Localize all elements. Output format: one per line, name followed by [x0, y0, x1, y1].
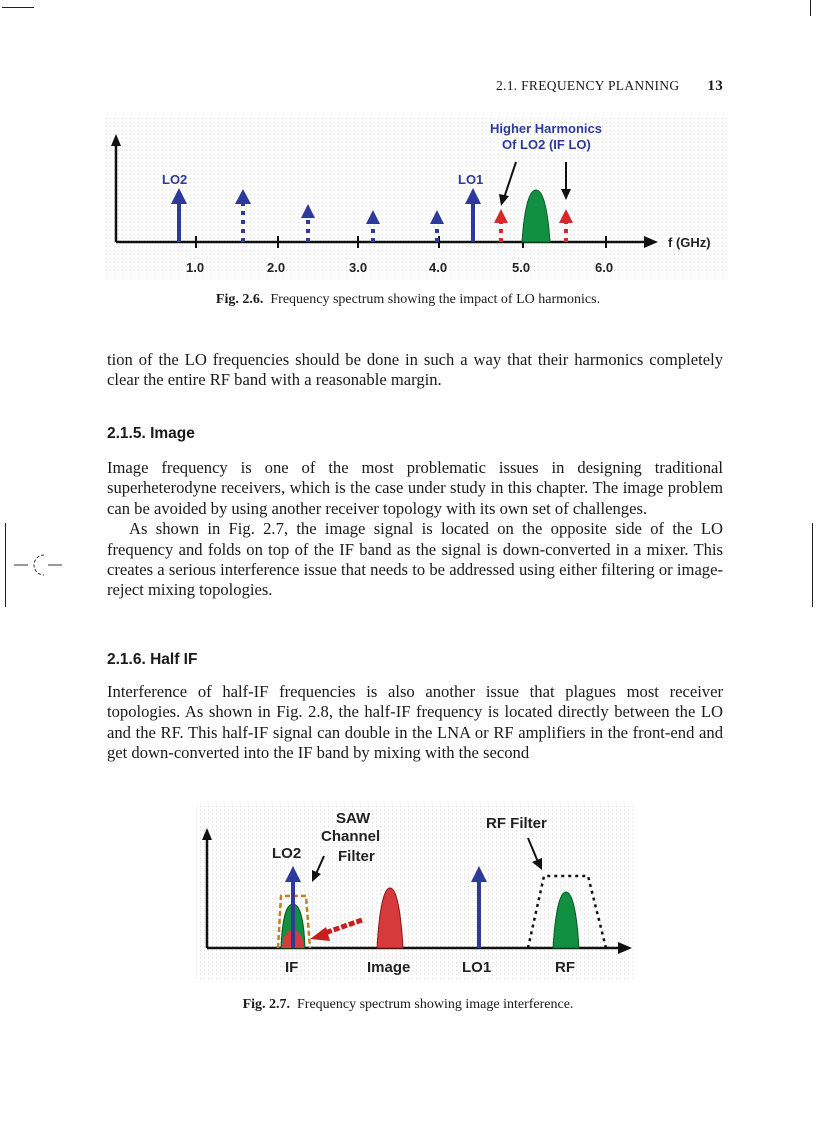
annotation-line1: Higher Harmonics [490, 121, 602, 136]
crop-mark-top-right [810, 0, 811, 16]
x-axis-label: f (GHz) [668, 235, 711, 250]
tick-label: 5.0 [512, 260, 531, 275]
section-title: 2.1. FREQUENCY PLANNING [495, 78, 680, 93]
page-number: 13 [707, 78, 723, 94]
paragraph: tion of the LO frequencies should be done in such a way that their harmonics completely clear the entire RF band with a reasonable margin. [107, 350, 723, 390]
figure-2-7-caption [0, 997, 816, 1013]
lo1-label: LO1 [458, 172, 484, 187]
figure-background [106, 118, 728, 278]
annotation-line2: Of LO2 (IF LO) [502, 137, 591, 152]
tick-label: 4.0 [429, 260, 448, 275]
section-heading: 2.1.6. Half IF [107, 651, 198, 668]
paragraph: Interference of half-IF frequencies is also another issue that plagues most receiver topologies. As shown in Fig. 2.8, the half-IF frequency is located directly between the LO and the RF. This half-IF signal can double in the LNA or RF amplifiers in the front-end and get down-converted into the IF band by mixing with the second [107, 682, 723, 763]
crop-mark-left [5, 523, 6, 607]
x-label-if: IF [285, 959, 299, 976]
paragraph: As shown in Fig. 2.7, the image signal is located on the opposite side of the LO frequency and folds on top of the IF band as the signal is down-converted in a mixer. This creates a serious interference issue that needs to be addressed using either filtering or image-reject mixing topologies. [107, 519, 723, 600]
x-label-lo1: LO1 [462, 959, 492, 976]
lo2-label: LO2 [162, 172, 188, 187]
x-label-rf: RF [555, 959, 575, 976]
x-label-image: Image [367, 959, 411, 976]
tick-label: 3.0 [349, 260, 368, 275]
saw-label-line1: SAW [336, 810, 371, 827]
section-heading: 2.1.5. Image [107, 425, 195, 442]
figure-2-6 [106, 118, 728, 280]
caption-label: Fig. 2.7. [242, 997, 291, 1012]
running-header [0, 78, 723, 95]
tick-label: 6.0 [595, 260, 614, 275]
lo2-label: LO2 [272, 845, 302, 862]
section-2-1-5-body [107, 458, 723, 601]
tick-label: 1.0 [186, 260, 205, 275]
registration-mark [14, 550, 64, 580]
crop-mark-right [812, 523, 813, 607]
tick-label: 2.0 [267, 260, 286, 275]
figure-2-6-caption [0, 292, 816, 308]
saw-label-line2: Channel [321, 828, 381, 845]
section-2-1-6-body [107, 682, 723, 764]
saw-label-line3: Filter [338, 848, 375, 865]
caption-label: Fig. 2.6. [215, 292, 264, 307]
crop-mark-top-left [2, 7, 34, 8]
figure-2-7 [196, 806, 636, 982]
caption-text: Frequency spectrum showing the impact of LO harmonics. [270, 292, 601, 307]
continuation-paragraph [107, 350, 723, 391]
paragraph: Image frequency is one of the most problematic issues in designing traditional superheterodyne receivers, which is the case under study in this chapter. The image problem can be avoided by using another receiver topology with its own set of challenges. [107, 458, 723, 518]
caption-text: Frequency spectrum showing image interference. [297, 997, 574, 1012]
rf-filter-label: RF Filter [486, 815, 547, 832]
